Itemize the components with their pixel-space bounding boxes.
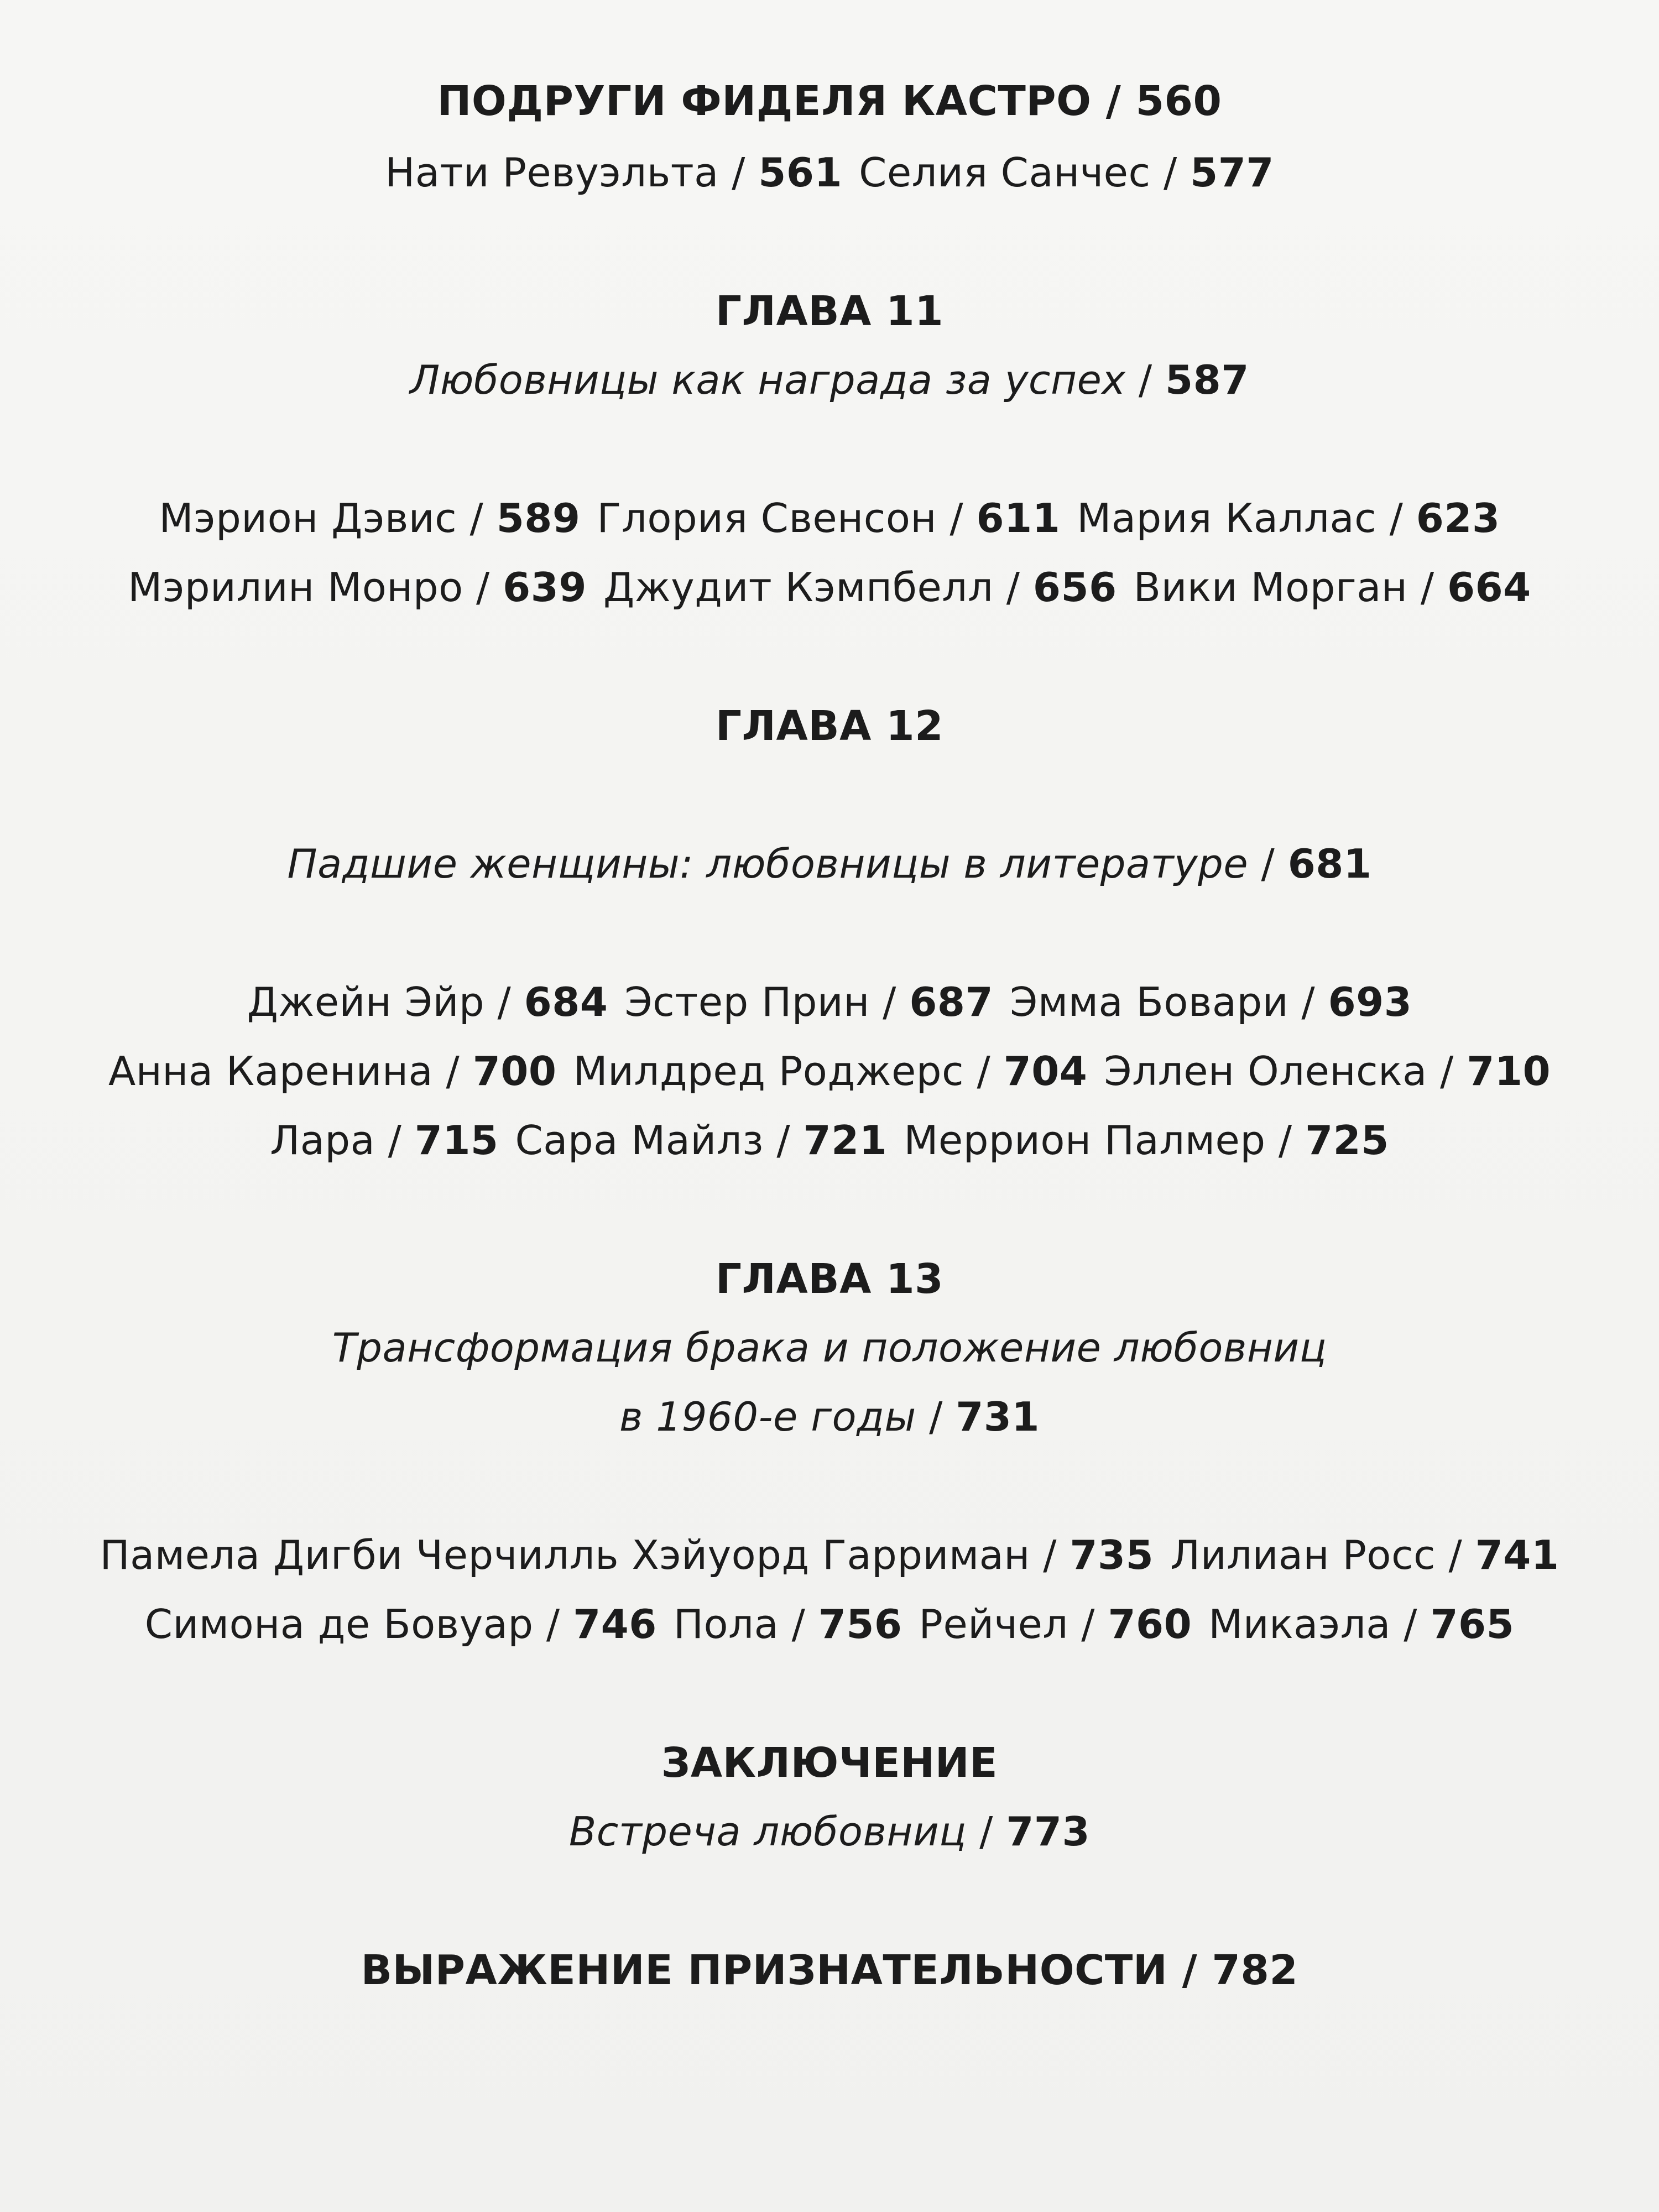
chapter-12-entries-row-3: Лара / 715 Сара Майлз / 721 Меррион Палмер / 725 xyxy=(270,1117,1389,1164)
chapter-11-entries-row-2: Мэрилин Монро / 639 Джудит Кэмпбелл / 656 Вики Морган / 664 xyxy=(128,564,1531,611)
chapter-12-entries-row-1: Джейн Эйр / 684 Эстер Прин / 687 Эмма Бовари / 693 xyxy=(247,979,1412,1025)
chapter-13-entries-row-1: Памела Дигби Черчилль Хэйуорд Гарриман / 735 Лилиан Росс / 741 xyxy=(100,1532,1559,1578)
chapter-page: 681 xyxy=(1287,841,1372,887)
chapter-11-heading: ГЛАВА 11 xyxy=(715,288,944,335)
chapter-page: 587 xyxy=(1165,357,1249,403)
conclusion-page: 773 xyxy=(1006,1808,1091,1855)
chapter-12-subtitle: Падшие женщины: любовницы в литературе / 681 xyxy=(287,841,1372,887)
chapter-13-entries-row-2: Симона де Бовуар / 746 Пола / 756 Рейчел / 760 Микаэла / 765 xyxy=(144,1601,1515,1647)
chapter-13-heading: ГЛАВА 13 xyxy=(715,1255,944,1303)
chapter-12-heading: ГЛАВА 12 xyxy=(715,702,944,750)
entry-page: 561 xyxy=(758,149,843,196)
entry-name: Селия Санчес xyxy=(859,149,1151,196)
entry-name: Нати Ревуэльта xyxy=(385,149,719,196)
acknowledgements-title: ВЫРАЖЕНИЕ ПРИЗНАТЕЛЬНОСТИ / 782 xyxy=(361,1947,1298,1994)
conclusion-subtitle: Встреча любовниц / 773 xyxy=(568,1808,1091,1855)
section-title-text: ПОДРУГИ ФИДЕЛЯ КАСТРО xyxy=(437,77,1092,125)
acknowledgements-page: 782 xyxy=(1212,1947,1298,1994)
chapter-13-subtitle-line-1: Трансформация брака и положение любовниц xyxy=(332,1324,1327,1371)
entry-page: 577 xyxy=(1190,149,1274,196)
chapter-12-entries-row-2: Анна Каренина / 700 Милдред Роджерс / 704 Эллен Оленска / 710 xyxy=(108,1048,1551,1094)
section-page: 560 xyxy=(1135,77,1222,125)
chapter-11-subtitle: Любовницы как награда за успех / 587 xyxy=(410,357,1249,403)
conclusion-heading: ЗАКЛЮЧЕНИЕ xyxy=(661,1739,998,1787)
section-castro-title: ПОДРУГИ ФИДЕЛЯ КАСТРО / 560 xyxy=(437,77,1222,125)
chapter-page: 731 xyxy=(956,1394,1040,1440)
chapter-13-subtitle-line-2: в 1960-е годы / 731 xyxy=(619,1394,1040,1440)
section-castro-entries: Нати Ревуэльта / 561 Селия Санчес / 577 xyxy=(385,149,1274,196)
chapter-11-entries-row-1: Мэрион Дэвис / 589 Глория Свенсон / 611 Мария Каллас / 623 xyxy=(159,495,1500,541)
